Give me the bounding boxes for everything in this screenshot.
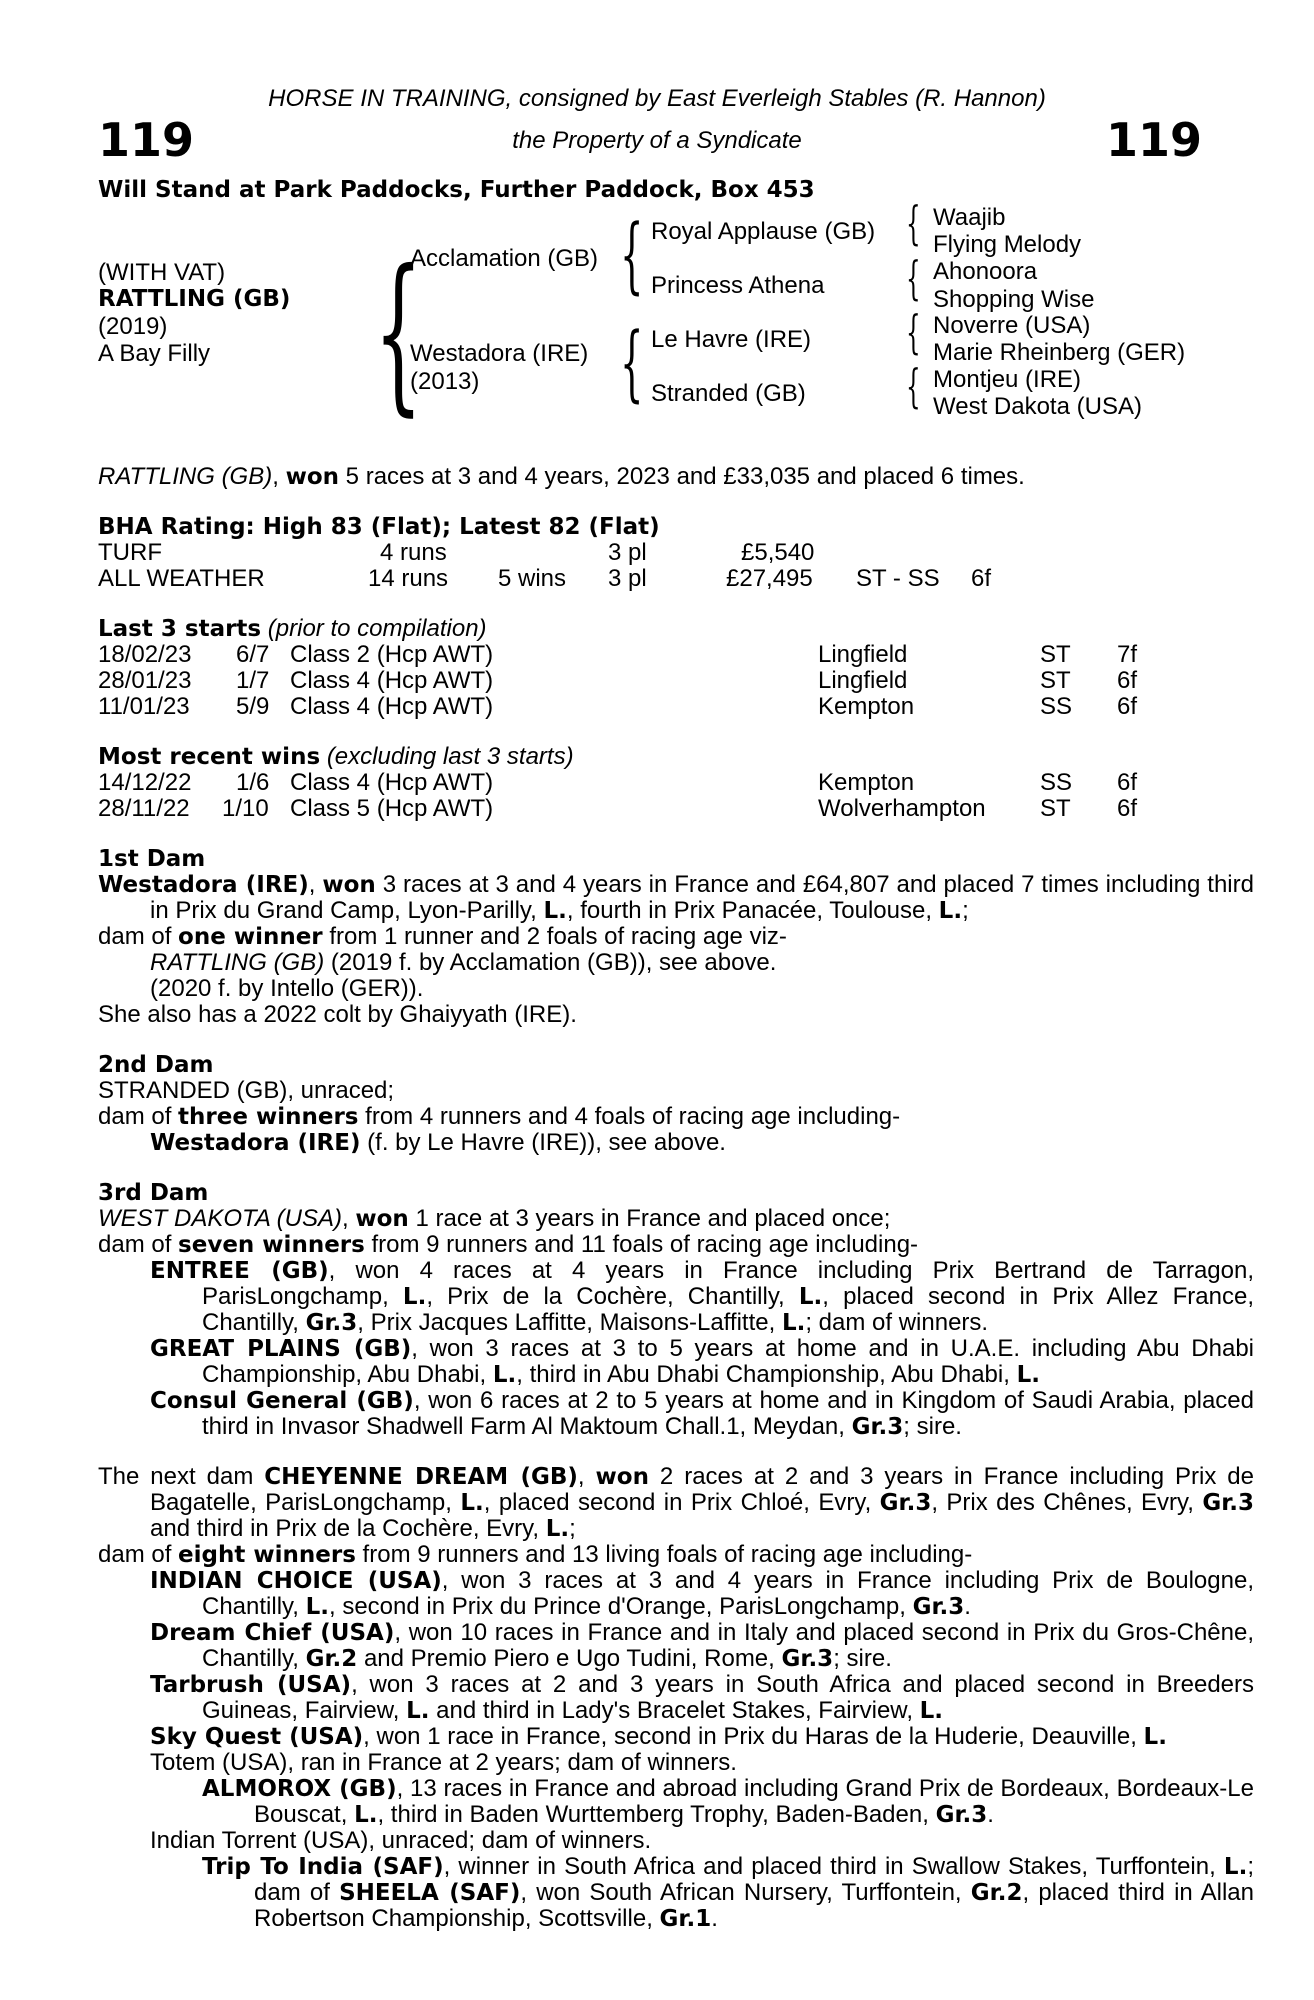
next-dam-name: CHEYENNE DREAM (GB) <box>264 1464 578 1490</box>
progeny-text: , won 6 races at 2 to 5 years at home and in Kingdom of Saudi Arabia, placed third in Invasor Shadwell Farm Al Maktoum Chall.1, Meydan, <box>202 1387 1254 1440</box>
recent-row <box>98 796 1202 822</box>
listed-mark: L. <box>1143 1724 1167 1750</box>
rating-placed: 3 pl <box>608 539 647 566</box>
progeny-text: , won 1 race in France, second in Prix du Haras de la Huderie, Deauville, <box>363 1723 1144 1750</box>
listed-mark: L. <box>543 898 567 924</box>
dam1-winners: one winner <box>178 924 323 950</box>
last3-row <box>98 694 1202 720</box>
win-date: 28/11/22 <box>98 795 190 822</box>
start-position: 6/7 <box>236 641 270 668</box>
listed-mark: L. <box>460 1490 484 1516</box>
horse-year: (2019) <box>98 313 168 340</box>
brace-sire: { <box>620 208 644 303</box>
win-course: Kempton <box>818 769 915 796</box>
dam1-won: won <box>322 872 376 898</box>
dam-year: (2013) <box>410 368 480 395</box>
start-distance: 6f <box>1117 693 1138 720</box>
bha-rating: BHA Rating: High 83 (Flat); Latest 82 (Flat) <box>98 514 660 540</box>
dam-of-label: dam of <box>98 1541 179 1568</box>
rating-distance: 6f <box>971 565 992 592</box>
group-mark: Gr.3 <box>912 1594 965 1620</box>
win-distance: 6f <box>1117 795 1138 822</box>
progeny-name: INDIAN CHOICE (USA) <box>150 1568 442 1594</box>
progeny-text: , 13 races in France and abroad including Grand Prix de Bordeaux, Bordeaux-Le Bouscat, <box>254 1775 1254 1828</box>
progeny-name: SHEELA (SAF) <box>339 1880 521 1906</box>
race-summary: RATTLING (GB), won 5 races at 3 and 4 years, 2023 and £33,035 and placed 6 times. <box>98 463 1025 490</box>
dam1-heading: 1st Dam <box>98 846 206 872</box>
start-race: Class 4 (Hcp AWT) <box>290 693 494 720</box>
group-mark: Gr.3 <box>851 1414 904 1440</box>
progeny-text: , won 3 races at 2 and 3 years in South Africa and placed second in Breeders Guineas, Fairview, <box>202 1671 1255 1724</box>
listed-mark: L. <box>781 1310 806 1336</box>
sire-sire: Royal Applause (GB) <box>651 218 876 245</box>
rating-prize: £5,540 <box>741 539 815 566</box>
start-course: Lingfield <box>818 641 908 668</box>
rating-going: ST - SS <box>856 565 940 592</box>
progeny-name: Westadora (IRE) <box>150 1130 361 1156</box>
progeny-almorox <box>202 1776 1254 1828</box>
group-mark: Gr.2 <box>970 1880 1023 1906</box>
progeny-text: ; sire. <box>833 1645 892 1672</box>
win-course: Wolverhampton <box>818 795 986 822</box>
progeny-indian-choice <box>150 1568 1254 1620</box>
listed-mark: L. <box>492 1362 517 1388</box>
next-dam-text: 2 races at 2 and 3 years in France including Prix de Bagatelle, ParisLongchamp, <box>150 1463 1254 1516</box>
pedigree-ddd: West Dakota (USA) <box>933 393 1142 420</box>
stand-location: Will Stand at Park Paddocks, Further Paddock, Box 453 <box>98 177 815 203</box>
dam1-progeny-1 <box>150 950 776 976</box>
next-dam-text: , Prix des Chênes, Evry, <box>931 1489 1203 1516</box>
lot-number-right: 119 <box>1105 113 1202 167</box>
dam3-text: 1 race at 3 years in France and placed once; <box>408 1205 891 1232</box>
rating-row-aw <box>98 566 1202 592</box>
group-mark: Gr.3 <box>781 1646 834 1672</box>
group-mark: Gr.3 <box>1202 1490 1255 1516</box>
dam-sire: Le Havre (IRE) <box>651 326 812 353</box>
group-mark: Gr.3 <box>305 1310 358 1336</box>
progeny-tarbrush <box>150 1672 1254 1724</box>
listed-mark: L. <box>1223 1854 1248 1880</box>
listed-mark: L. <box>545 1516 570 1542</box>
listed-mark: L. <box>798 1284 823 1310</box>
progeny-name: ENTREE (GB) <box>150 1258 329 1284</box>
property-line: the Property of a Syndicate <box>512 127 802 154</box>
listed-mark: L. <box>919 1698 944 1724</box>
recent-title: Most recent wins <box>98 744 321 770</box>
last3-note: (prior to compilation) <box>267 615 487 642</box>
win-race: Class 5 (Hcp AWT) <box>290 795 494 822</box>
group-mark: Gr.3 <box>935 1802 988 1828</box>
pedigree-sss: Waajib <box>933 204 1006 231</box>
win-going: ST <box>1040 795 1071 822</box>
last3-title: Last 3 starts <box>98 616 262 642</box>
listed-mark: L. <box>354 1802 378 1828</box>
rating-surface: ALL WEATHER <box>98 565 265 592</box>
dam3-produce <box>98 1232 918 1258</box>
pedigree-ssd: Flying Melody <box>933 231 1082 258</box>
progeny-text: (2019 f. by Acclamation (GB)), see above. <box>324 949 777 976</box>
sire-name: Acclamation (GB) <box>410 245 599 272</box>
progeny-text: , won South African Nursery, Turffontein, <box>520 1879 971 1906</box>
next-dam-lead: The next dam <box>98 1463 265 1490</box>
dam2-record: STRANDED (GB), unraced; <box>98 1077 395 1104</box>
progeny-text: ; sire. <box>903 1413 962 1440</box>
listed-mark: L. <box>938 898 963 924</box>
progeny-text: and Premio Piero e Ugo Tudini, Rome, <box>357 1645 782 1672</box>
progeny-name: Dream Chief (USA) <box>150 1620 395 1646</box>
dam2-winners: three winners <box>178 1104 359 1130</box>
dam-name: Westadora (IRE) <box>410 340 589 367</box>
progeny-name: Sky Quest (USA) <box>150 1724 364 1750</box>
win-race: Class 4 (Hcp AWT) <box>290 769 494 796</box>
summary-won: won <box>285 464 340 490</box>
rating-wins: 5 wins <box>498 565 567 592</box>
horse-description: A Bay Filly <box>98 340 211 367</box>
dam-of-label: dam of <box>98 923 179 950</box>
next-dam-text: ; <box>569 1515 576 1542</box>
next-dam-text: and third in Prix de la Cochère, Evry, <box>150 1515 546 1542</box>
progeny-name: Consul General (GB) <box>150 1388 414 1414</box>
listed-mark: L. <box>406 1698 430 1724</box>
dam3-heading: 3rd Dam <box>98 1180 209 1206</box>
brace-sd: { <box>906 251 921 305</box>
progeny-text: and third in Lady's Bracelet Stakes, Fairview, <box>429 1697 920 1724</box>
listed-mark: L. <box>402 1284 427 1310</box>
progeny-text: ; dam of <box>254 1853 1254 1906</box>
progeny-name: RATTLING (GB) <box>150 949 325 976</box>
pedigree-dds: Montjeu (IRE) <box>933 366 1082 393</box>
progeny-text: , won 10 races in France and in Italy and placed second in Prix du Gros-Chêne, Chantilly, <box>202 1619 1255 1672</box>
horse-name: RATTLING (GB) <box>98 286 291 312</box>
rating-runs: 4 runs <box>380 539 447 566</box>
progeny-dream-chief <box>150 1620 1254 1672</box>
start-distance: 7f <box>1117 641 1138 668</box>
brace-dam: { <box>620 316 644 411</box>
start-race: Class 2 (Hcp AWT) <box>290 641 494 668</box>
dam-of-label: dam of <box>98 1103 179 1130</box>
recent-heading <box>98 744 574 770</box>
progeny-text: , won 4 races at 4 years in France including Prix Bertrand de Tarragon, ParisLongchamp, <box>202 1257 1254 1310</box>
progeny-trip-to-india <box>202 1854 1254 1932</box>
dam-dam: Stranded (GB) <box>651 380 806 407</box>
rating-surface: TURF <box>98 539 162 566</box>
dam3-record: WEST DAKOTA (USA), won 1 race at 3 years in France and placed once; <box>98 1205 891 1232</box>
dam3-progeny-great-plains <box>150 1336 1254 1388</box>
progeny-name: Trip To India (SAF) <box>202 1854 444 1880</box>
summary-text: 5 races at 3 and 4 years, 2023 and £33,035 and placed 6 times. <box>339 463 1025 490</box>
recent-note: (excluding last 3 starts) <box>326 743 574 770</box>
start-date: 18/02/23 <box>98 641 192 668</box>
next-dam-produce <box>98 1542 972 1568</box>
brace-gen1: { <box>374 234 423 432</box>
win-position: 1/6 <box>236 769 270 796</box>
rating-row-turf <box>98 540 1202 566</box>
start-going: SS <box>1040 693 1073 720</box>
start-race: Class 4 (Hcp AWT) <box>290 667 494 694</box>
start-date: 11/01/23 <box>98 693 190 720</box>
dam3-text: from 9 runners and 11 foals of racing age including- <box>364 1231 919 1258</box>
rating-prize: £27,495 <box>726 565 813 592</box>
dam1-record: Westadora (IRE), won 3 races at 3 and 4 years in France and £64,807 and placed 7 times including third in Prix du Grand Camp, Lyon-Parilly, L., fourth in Prix Panacée, Toulouse, L.; <box>98 871 1254 924</box>
dam2-progeny <box>150 1130 726 1156</box>
progeny-text: , placed second in Prix Allez France, Chantilly, <box>202 1283 1254 1336</box>
progeny-text: , won 3 races at 3 to 5 years at home and in U.A.E. including Abu Dhabi Championship, Abu Dhabi, <box>202 1335 1255 1388</box>
next-dam-text: from 9 runners and 13 living foals of racing age including- <box>355 1541 973 1568</box>
listed-mark: L. <box>305 1594 329 1620</box>
win-distance: 6f <box>1117 769 1138 796</box>
progeny-text: ; dam of winners. <box>805 1309 989 1336</box>
progeny-text: . <box>711 1905 718 1932</box>
progeny-text: , third in Baden Wurttemberg Trophy, Baden-Baden, <box>377 1801 936 1828</box>
start-position: 5/9 <box>236 693 270 720</box>
rating-runs: 14 runs <box>368 565 449 592</box>
progeny-text: . <box>964 1593 971 1620</box>
dam2-text: from 4 runners and 4 foals of racing age including- <box>358 1103 901 1130</box>
listed-mark: L. <box>1016 1362 1040 1388</box>
recent-row <box>98 770 1202 796</box>
progeny-text: , third in Abu Dhabi Championship, Abu Dhabi, <box>516 1361 1017 1388</box>
progeny-totem: Totem (USA), ran in France at 2 years; dam of winners. <box>150 1749 737 1776</box>
start-date: 28/01/23 <box>98 667 192 694</box>
summary-horse-name: RATTLING (GB) <box>98 463 273 490</box>
dam1-also: She also has a 2022 colt by Ghaiyyath (IRE). <box>98 1001 577 1028</box>
progeny-text: , Prix Jacques Laffitte, Maisons-Laffitte, <box>357 1309 782 1336</box>
group-mark: Gr.3 <box>879 1490 932 1516</box>
next-dam-text: , placed second in Prix Chloé, Evry, <box>483 1489 880 1516</box>
group-mark: Gr.2 <box>305 1646 358 1672</box>
progeny-text: , placed third in Allan Robertson Championship, Scottsville, <box>254 1879 1254 1932</box>
last3-row <box>98 668 1202 694</box>
start-position: 1/7 <box>236 667 270 694</box>
progeny-name: Tarbrush (USA) <box>150 1672 352 1698</box>
progeny-name: ALMOROX (GB) <box>202 1776 397 1802</box>
dam3-name: WEST DAKOTA (USA) <box>98 1205 343 1232</box>
progeny-indian-torrent: Indian Torrent (USA), unraced; dam of winners. <box>150 1827 652 1854</box>
pedigree-dss: Noverre (USA) <box>933 312 1091 339</box>
dam3-progeny-entree <box>150 1258 1254 1336</box>
consignor-line: HORSE IN TRAINING, consigned by East Everleigh Stables (R. Hannon) <box>268 85 1046 112</box>
dam3-progeny-consul-general <box>150 1388 1254 1440</box>
progeny-text: , winner in South Africa and placed third in Swallow Stakes, Turffontein, <box>443 1853 1224 1880</box>
progeny-name: GREAT PLAINS (GB) <box>150 1336 412 1362</box>
vat-note: (WITH VAT) <box>98 259 226 286</box>
dam1-name: Westadora (IRE) <box>98 872 309 898</box>
dam1-progeny-2: (2020 f. by Intello (GER)). <box>150 975 424 1002</box>
start-going: ST <box>1040 667 1071 694</box>
start-going: ST <box>1040 641 1071 668</box>
last3-row <box>98 642 1202 668</box>
lot-number-left: 119 <box>98 113 195 167</box>
rating-placed: 3 pl <box>608 565 647 592</box>
next-dam-record: The next dam CHEYENNE DREAM (GB), won 2 races at 2 and 3 years in France including Prix de Bagatelle, ParisLongchamp, L., placed second in Prix Chloé, Evry, Gr.3, Prix des Chênes, Evry, Gr.3 and third in Prix de la Cochère, Evry, L.; <box>98 1463 1255 1542</box>
dam2-heading: 2nd Dam <box>98 1052 214 1078</box>
progeny-text: , second in Prix du Prince d'Orange, ParisLongchamp, <box>329 1593 913 1620</box>
dam2-produce <box>98 1104 900 1130</box>
win-going: SS <box>1040 769 1073 796</box>
progeny-text: , Prix de la Cochère, Chantilly, <box>426 1283 799 1310</box>
dam3-won: won <box>355 1206 409 1232</box>
start-distance: 6f <box>1117 667 1138 694</box>
start-course: Kempton <box>818 693 915 720</box>
next-dam-winners: eight winners <box>178 1542 356 1568</box>
dam1-text: ; <box>962 897 969 924</box>
next-dam-won: won <box>595 1464 649 1490</box>
brace-dd: { <box>906 359 921 413</box>
progeny-sky-quest <box>150 1724 1167 1750</box>
dam1-text: 3 races at 3 and 4 years in France and £64,807 and placed 7 times including third in Prix du Grand Camp, Lyon-Parilly, <box>150 871 1254 924</box>
group-mark: Gr.1 <box>659 1906 712 1932</box>
dam3-winners: seven winners <box>178 1232 365 1258</box>
sire-dam: Princess Athena <box>651 272 825 299</box>
win-date: 14/12/22 <box>98 769 192 796</box>
pedigree-sdd: Shopping Wise <box>933 286 1095 313</box>
dam1-produce <box>98 924 787 950</box>
pedigree-dsd: Marie Rheinberg (GER) <box>933 339 1186 366</box>
last3-heading <box>98 616 487 642</box>
pedigree-sds: Ahonoora <box>933 258 1038 285</box>
dam-of-label: dam of <box>98 1231 179 1258</box>
progeny-text: (f. by Le Havre (IRE)), see above. <box>360 1129 726 1156</box>
progeny-text: , won 3 races at 3 and 4 years in France including Prix de Boulogne, Chantilly, <box>202 1567 1254 1620</box>
brace-ds: { <box>906 305 921 359</box>
dam1-text: , fourth in Prix Panacée, Toulouse, <box>566 897 939 924</box>
brace-ss: { <box>906 196 921 250</box>
progeny-text: . <box>987 1801 994 1828</box>
dam1-text: from 1 runner and 2 foals of racing age viz- <box>322 923 787 950</box>
start-course: Lingfield <box>818 667 908 694</box>
win-position: 1/10 <box>222 795 269 822</box>
